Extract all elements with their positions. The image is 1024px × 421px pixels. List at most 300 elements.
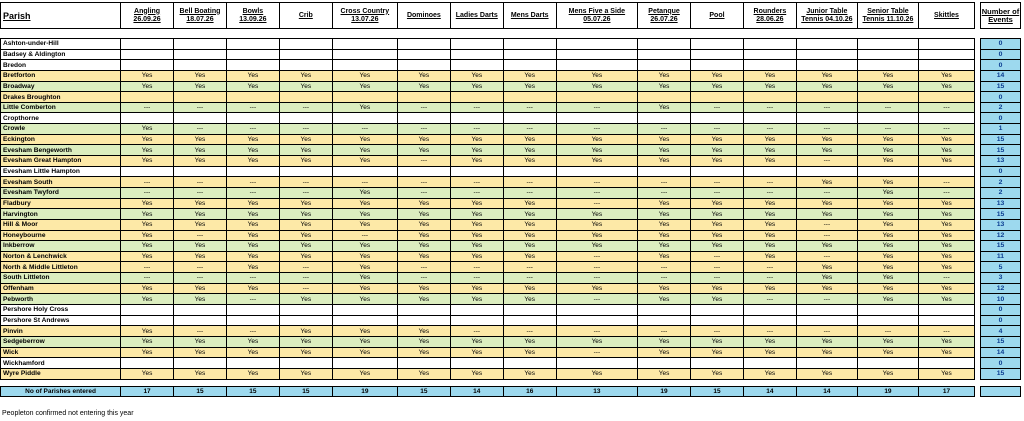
entry-cell[interactable] <box>503 39 556 50</box>
entry-cell[interactable]: Yes <box>918 156 974 167</box>
event-count-cell[interactable]: 3 <box>981 273 1021 284</box>
entry-cell[interactable] <box>796 92 857 103</box>
entry-cell[interactable] <box>918 305 974 316</box>
entry-cell[interactable]: Yes <box>691 209 744 220</box>
entry-cell[interactable]: Yes <box>503 283 556 294</box>
entry-cell[interactable]: Yes <box>503 347 556 358</box>
entry-cell[interactable]: Yes <box>503 209 556 220</box>
entry-cell[interactable]: --- <box>743 294 796 305</box>
entry-cell[interactable]: Yes <box>691 294 744 305</box>
entry-cell[interactable]: --- <box>450 102 503 113</box>
entry-cell[interactable]: Yes <box>691 134 744 145</box>
entry-cell[interactable]: --- <box>121 187 174 198</box>
entry-cell[interactable]: Yes <box>556 241 637 252</box>
entry-cell[interactable]: --- <box>174 102 227 113</box>
entry-cell[interactable]: Yes <box>174 219 227 230</box>
entry-cell[interactable]: Yes <box>743 368 796 379</box>
entry-cell[interactable]: Yes <box>503 294 556 305</box>
entry-cell[interactable] <box>918 358 974 369</box>
entry-cell[interactable] <box>503 49 556 60</box>
entry-cell[interactable]: --- <box>503 124 556 135</box>
entry-cell[interactable]: --- <box>503 273 556 284</box>
entry-cell[interactable]: Yes <box>918 198 974 209</box>
entry-cell[interactable]: Yes <box>918 368 974 379</box>
entry-cell[interactable]: Yes <box>332 368 397 379</box>
entry-cell[interactable]: Yes <box>796 368 857 379</box>
parish-name-cell[interactable]: Sedgeberrow <box>1 336 121 347</box>
entry-cell[interactable]: --- <box>450 273 503 284</box>
total-cell[interactable]: 16 <box>503 386 556 396</box>
entry-cell[interactable]: Yes <box>556 134 637 145</box>
entry-cell[interactable] <box>226 358 279 369</box>
entry-cell[interactable] <box>121 113 174 124</box>
entry-cell[interactable]: Yes <box>918 219 974 230</box>
entry-cell[interactable] <box>556 92 637 103</box>
column-header-parish[interactable]: Parish <box>1 3 121 29</box>
total-cell[interactable]: 19 <box>857 386 918 396</box>
entry-cell[interactable]: Yes <box>743 134 796 145</box>
entry-cell[interactable] <box>450 305 503 316</box>
entry-cell[interactable]: Yes <box>691 81 744 92</box>
entry-cell[interactable] <box>226 315 279 326</box>
entry-cell[interactable]: --- <box>397 156 450 167</box>
entry-cell[interactable]: Yes <box>279 368 332 379</box>
entry-cell[interactable]: Yes <box>918 262 974 273</box>
entry-cell[interactable]: Yes <box>503 219 556 230</box>
parish-name-cell[interactable]: Bretforton <box>1 70 121 81</box>
entry-cell[interactable]: Yes <box>174 347 227 358</box>
total-cell[interactable]: 14 <box>796 386 857 396</box>
entry-cell[interactable]: Yes <box>174 134 227 145</box>
entry-cell[interactable]: Yes <box>397 198 450 209</box>
entry-cell[interactable]: --- <box>226 187 279 198</box>
parish-name-cell[interactable]: Wickhamford <box>1 358 121 369</box>
event-count-cell[interactable]: 13 <box>981 156 1021 167</box>
entry-cell[interactable] <box>226 60 279 71</box>
entry-cell[interactable]: Yes <box>743 283 796 294</box>
parish-name-cell[interactable]: Honeybourne <box>1 230 121 241</box>
column-header-event[interactable] <box>638 3 691 29</box>
entry-cell[interactable] <box>796 315 857 326</box>
entry-cell[interactable]: Yes <box>556 219 637 230</box>
entry-cell[interactable]: Yes <box>450 251 503 262</box>
entry-cell[interactable]: --- <box>638 187 691 198</box>
entry-cell[interactable]: Yes <box>691 283 744 294</box>
entry-cell[interactable] <box>638 305 691 316</box>
entry-cell[interactable]: Yes <box>226 262 279 273</box>
total-cell-blank[interactable] <box>981 386 1021 396</box>
entry-cell[interactable] <box>691 113 744 124</box>
entry-cell[interactable]: Yes <box>226 156 279 167</box>
entry-cell[interactable]: Yes <box>121 209 174 220</box>
entry-cell[interactable]: Yes <box>174 251 227 262</box>
entry-cell[interactable] <box>450 358 503 369</box>
entry-cell[interactable] <box>918 113 974 124</box>
entry-cell[interactable]: --- <box>691 187 744 198</box>
entry-cell[interactable]: --- <box>796 230 857 241</box>
entry-cell[interactable]: Yes <box>450 336 503 347</box>
parish-name-cell[interactable]: Little Comberton <box>1 102 121 113</box>
entry-cell[interactable]: --- <box>121 102 174 113</box>
event-count-cell[interactable]: 10 <box>981 294 1021 305</box>
entry-cell[interactable] <box>279 166 332 177</box>
entry-cell[interactable]: Yes <box>556 209 637 220</box>
event-count-cell[interactable]: 2 <box>981 177 1021 188</box>
entry-cell[interactable] <box>796 358 857 369</box>
total-cell[interactable]: 15 <box>279 386 332 396</box>
entry-cell[interactable]: Yes <box>918 251 974 262</box>
entry-cell[interactable]: Yes <box>397 134 450 145</box>
entry-cell[interactable]: Yes <box>332 241 397 252</box>
entry-cell[interactable]: Yes <box>556 81 637 92</box>
entry-cell[interactable]: --- <box>174 230 227 241</box>
entry-cell[interactable] <box>450 49 503 60</box>
entry-cell[interactable]: Yes <box>279 241 332 252</box>
entry-cell[interactable]: Yes <box>857 283 918 294</box>
entry-cell[interactable]: Yes <box>796 198 857 209</box>
entry-cell[interactable] <box>226 92 279 103</box>
entry-cell[interactable] <box>397 358 450 369</box>
entry-cell[interactable] <box>226 166 279 177</box>
entry-cell[interactable]: Yes <box>121 241 174 252</box>
entry-cell[interactable]: Yes <box>397 209 450 220</box>
entry-cell[interactable]: Yes <box>450 294 503 305</box>
entry-cell[interactable]: --- <box>796 219 857 230</box>
entry-cell[interactable]: Yes <box>397 70 450 81</box>
entry-cell[interactable]: --- <box>556 187 637 198</box>
entry-cell[interactable]: Yes <box>691 70 744 81</box>
event-count-cell[interactable]: 14 <box>981 70 1021 81</box>
entry-cell[interactable]: Yes <box>743 230 796 241</box>
total-cell[interactable]: 15 <box>397 386 450 396</box>
entry-cell[interactable] <box>226 305 279 316</box>
entry-cell[interactable]: Yes <box>556 230 637 241</box>
parish-name-cell[interactable]: Evesham Little Hampton <box>1 166 121 177</box>
entry-cell[interactable]: Yes <box>397 251 450 262</box>
entry-cell[interactable] <box>556 60 637 71</box>
entry-cell[interactable]: --- <box>503 326 556 337</box>
event-count-cell[interactable]: 15 <box>981 241 1021 252</box>
entry-cell[interactable]: Yes <box>450 219 503 230</box>
entry-cell[interactable]: Yes <box>121 145 174 156</box>
entry-cell[interactable] <box>332 166 397 177</box>
entry-cell[interactable] <box>857 315 918 326</box>
entry-cell[interactable] <box>121 358 174 369</box>
entry-cell[interactable]: Yes <box>397 336 450 347</box>
entry-cell[interactable]: --- <box>918 326 974 337</box>
entry-cell[interactable]: Yes <box>226 336 279 347</box>
entry-cell[interactable]: Yes <box>279 156 332 167</box>
entry-cell[interactable]: Yes <box>857 273 918 284</box>
entry-cell[interactable]: Yes <box>279 230 332 241</box>
entry-cell[interactable]: Yes <box>397 230 450 241</box>
event-count-cell[interactable]: 15 <box>981 209 1021 220</box>
entry-cell[interactable] <box>450 113 503 124</box>
entry-cell[interactable]: --- <box>279 102 332 113</box>
entry-cell[interactable]: Yes <box>918 209 974 220</box>
entry-cell[interactable]: Yes <box>743 70 796 81</box>
entry-cell[interactable]: --- <box>226 124 279 135</box>
event-count-cell[interactable]: 13 <box>981 219 1021 230</box>
entry-cell[interactable]: --- <box>796 326 857 337</box>
entry-cell[interactable] <box>279 305 332 316</box>
entry-cell[interactable]: Yes <box>796 262 857 273</box>
entry-cell[interactable]: Yes <box>121 251 174 262</box>
column-header-event[interactable] <box>174 3 227 29</box>
entry-cell[interactable]: Yes <box>279 198 332 209</box>
event-count-cell[interactable]: 1 <box>981 124 1021 135</box>
entry-cell[interactable] <box>638 113 691 124</box>
entry-cell[interactable]: Yes <box>857 347 918 358</box>
entry-cell[interactable] <box>638 49 691 60</box>
entry-cell[interactable] <box>397 49 450 60</box>
entry-cell[interactable] <box>450 39 503 50</box>
entry-cell[interactable] <box>174 60 227 71</box>
entry-cell[interactable] <box>556 315 637 326</box>
entry-cell[interactable]: Yes <box>918 81 974 92</box>
entry-cell[interactable]: --- <box>332 124 397 135</box>
entry-cell[interactable]: Yes <box>332 145 397 156</box>
entry-cell[interactable]: Yes <box>174 198 227 209</box>
entry-cell[interactable]: Yes <box>691 230 744 241</box>
event-count-cell[interactable]: 12 <box>981 283 1021 294</box>
entry-cell[interactable]: Yes <box>857 241 918 252</box>
entry-cell[interactable] <box>121 166 174 177</box>
entry-cell[interactable]: Yes <box>332 102 397 113</box>
entry-cell[interactable]: Yes <box>503 145 556 156</box>
entry-cell[interactable] <box>857 305 918 316</box>
entry-cell[interactable]: Yes <box>121 198 174 209</box>
entry-cell[interactable]: Yes <box>279 294 332 305</box>
entry-cell[interactable] <box>332 113 397 124</box>
parish-name-cell[interactable]: North & Middle Littleton <box>1 262 121 273</box>
entry-cell[interactable] <box>503 60 556 71</box>
entry-cell[interactable]: Yes <box>857 219 918 230</box>
parish-name-cell[interactable]: Evesham Twyford <box>1 187 121 198</box>
entry-cell[interactable]: --- <box>743 124 796 135</box>
entry-cell[interactable]: --- <box>743 326 796 337</box>
entry-cell[interactable]: Yes <box>503 134 556 145</box>
event-count-cell[interactable]: 2 <box>981 187 1021 198</box>
event-count-cell[interactable]: 0 <box>981 92 1021 103</box>
entry-cell[interactable] <box>918 166 974 177</box>
entry-cell[interactable] <box>121 60 174 71</box>
entry-cell[interactable]: Yes <box>857 187 918 198</box>
entry-cell[interactable]: --- <box>918 124 974 135</box>
entry-cell[interactable]: Yes <box>691 145 744 156</box>
total-cell[interactable]: 15 <box>226 386 279 396</box>
event-count-cell[interactable]: 14 <box>981 347 1021 358</box>
entry-cell[interactable]: --- <box>796 102 857 113</box>
event-count-cell[interactable]: 15 <box>981 368 1021 379</box>
event-count-cell[interactable]: 12 <box>981 230 1021 241</box>
entry-cell[interactable]: Yes <box>638 219 691 230</box>
entry-cell[interactable]: --- <box>450 262 503 273</box>
entry-cell[interactable]: --- <box>857 124 918 135</box>
entry-cell[interactable]: Yes <box>556 70 637 81</box>
parish-name-cell[interactable]: Fladbury <box>1 198 121 209</box>
entry-cell[interactable] <box>691 39 744 50</box>
entry-cell[interactable] <box>450 92 503 103</box>
entry-cell[interactable]: Yes <box>796 177 857 188</box>
entry-cell[interactable]: Yes <box>918 70 974 81</box>
entry-cell[interactable]: Yes <box>918 145 974 156</box>
column-header-event[interactable] <box>450 3 503 29</box>
column-header-event[interactable] <box>857 3 918 29</box>
entry-cell[interactable] <box>503 92 556 103</box>
entry-cell[interactable]: Yes <box>743 156 796 167</box>
entry-cell[interactable]: Yes <box>796 336 857 347</box>
entry-cell[interactable]: --- <box>638 262 691 273</box>
event-count-cell[interactable]: 13 <box>981 198 1021 209</box>
entry-cell[interactable]: --- <box>796 187 857 198</box>
entry-cell[interactable]: Yes <box>691 336 744 347</box>
entry-cell[interactable]: --- <box>691 102 744 113</box>
entry-cell[interactable]: Yes <box>450 230 503 241</box>
entry-cell[interactable]: --- <box>503 187 556 198</box>
entry-cell[interactable]: --- <box>691 326 744 337</box>
entry-cell[interactable]: Yes <box>857 198 918 209</box>
column-header-event[interactable] <box>279 3 332 29</box>
entry-cell[interactable] <box>397 315 450 326</box>
entry-cell[interactable] <box>556 113 637 124</box>
entry-cell[interactable]: Yes <box>174 156 227 167</box>
entry-cell[interactable]: --- <box>397 177 450 188</box>
entry-cell[interactable]: Yes <box>121 70 174 81</box>
entry-cell[interactable]: --- <box>503 102 556 113</box>
parish-name-cell[interactable]: Pebworth <box>1 294 121 305</box>
entry-cell[interactable]: --- <box>397 187 450 198</box>
entry-cell[interactable]: Yes <box>638 145 691 156</box>
entry-cell[interactable] <box>743 92 796 103</box>
entry-cell[interactable]: Yes <box>857 134 918 145</box>
entry-cell[interactable]: --- <box>743 273 796 284</box>
entry-cell[interactable] <box>503 315 556 326</box>
entry-cell[interactable]: Yes <box>450 241 503 252</box>
entry-cell[interactable]: Yes <box>121 219 174 230</box>
entry-cell[interactable]: Yes <box>450 145 503 156</box>
entry-cell[interactable]: Yes <box>174 145 227 156</box>
parish-name-cell[interactable]: Drakes Broughton <box>1 92 121 103</box>
entry-cell[interactable]: Yes <box>397 294 450 305</box>
entry-cell[interactable] <box>332 60 397 71</box>
entry-cell[interactable]: Yes <box>503 198 556 209</box>
parish-name-cell[interactable]: Badsey & Aldington <box>1 49 121 60</box>
entry-cell[interactable] <box>450 166 503 177</box>
entry-cell[interactable]: Yes <box>332 262 397 273</box>
entry-cell[interactable]: --- <box>397 102 450 113</box>
entry-cell[interactable] <box>332 92 397 103</box>
entry-cell[interactable]: --- <box>918 102 974 113</box>
parish-name-cell[interactable]: Wick <box>1 347 121 358</box>
entry-cell[interactable] <box>857 39 918 50</box>
entry-cell[interactable]: Yes <box>332 251 397 262</box>
entry-cell[interactable]: --- <box>174 326 227 337</box>
entry-cell[interactable]: Yes <box>174 368 227 379</box>
entry-cell[interactable]: Yes <box>226 70 279 81</box>
entry-cell[interactable] <box>743 305 796 316</box>
entry-cell[interactable] <box>796 49 857 60</box>
entry-cell[interactable] <box>691 358 744 369</box>
entry-cell[interactable]: Yes <box>857 251 918 262</box>
event-count-cell[interactable]: 2 <box>981 102 1021 113</box>
entry-cell[interactable] <box>857 113 918 124</box>
entry-cell[interactable]: Yes <box>226 198 279 209</box>
entry-cell[interactable]: --- <box>638 326 691 337</box>
entry-cell[interactable]: Yes <box>638 368 691 379</box>
entry-cell[interactable]: --- <box>226 273 279 284</box>
entry-cell[interactable]: Yes <box>121 347 174 358</box>
entry-cell[interactable]: Yes <box>503 156 556 167</box>
entry-cell[interactable]: Yes <box>556 283 637 294</box>
entry-cell[interactable] <box>279 92 332 103</box>
entry-cell[interactable] <box>638 358 691 369</box>
entry-cell[interactable]: Yes <box>638 209 691 220</box>
entry-cell[interactable]: Yes <box>226 219 279 230</box>
entry-cell[interactable]: Yes <box>121 81 174 92</box>
entry-cell[interactable]: --- <box>796 156 857 167</box>
entry-cell[interactable] <box>332 358 397 369</box>
event-count-cell[interactable]: 15 <box>981 336 1021 347</box>
entry-cell[interactable]: Yes <box>397 347 450 358</box>
entry-cell[interactable]: Yes <box>691 156 744 167</box>
parish-name-cell[interactable]: Norton & Lenchwick <box>1 251 121 262</box>
entry-cell[interactable] <box>918 49 974 60</box>
entry-cell[interactable] <box>174 49 227 60</box>
entry-cell[interactable]: Yes <box>857 177 918 188</box>
entry-cell[interactable]: --- <box>226 102 279 113</box>
entry-cell[interactable]: --- <box>556 262 637 273</box>
event-count-cell[interactable]: 0 <box>981 113 1021 124</box>
entry-cell[interactable]: --- <box>743 177 796 188</box>
entry-cell[interactable] <box>638 92 691 103</box>
parish-name-cell[interactable]: Inkberrow <box>1 241 121 252</box>
entry-cell[interactable] <box>174 166 227 177</box>
entry-cell[interactable] <box>174 358 227 369</box>
entry-cell[interactable]: --- <box>174 262 227 273</box>
entry-cell[interactable] <box>691 305 744 316</box>
entry-cell[interactable]: --- <box>556 124 637 135</box>
entry-cell[interactable]: Yes <box>638 70 691 81</box>
entry-cell[interactable]: Yes <box>743 336 796 347</box>
entry-cell[interactable] <box>397 39 450 50</box>
entry-cell[interactable]: --- <box>556 102 637 113</box>
column-header-event[interactable] <box>503 3 556 29</box>
entry-cell[interactable]: Yes <box>450 156 503 167</box>
entry-cell[interactable]: Yes <box>857 145 918 156</box>
entry-cell[interactable]: Yes <box>397 283 450 294</box>
column-header-event[interactable] <box>332 3 397 29</box>
entry-cell[interactable] <box>796 39 857 50</box>
entry-cell[interactable] <box>174 92 227 103</box>
entry-cell[interactable]: Yes <box>226 368 279 379</box>
entry-cell[interactable]: Yes <box>638 294 691 305</box>
entry-cell[interactable] <box>918 92 974 103</box>
entry-cell[interactable] <box>503 113 556 124</box>
entry-cell[interactable]: --- <box>796 251 857 262</box>
entry-cell[interactable]: Yes <box>503 368 556 379</box>
entry-cell[interactable]: Yes <box>796 283 857 294</box>
entry-cell[interactable]: Yes <box>638 198 691 209</box>
entry-cell[interactable]: Yes <box>397 81 450 92</box>
entry-cell[interactable]: Yes <box>857 368 918 379</box>
entry-cell[interactable] <box>691 49 744 60</box>
entry-cell[interactable] <box>638 60 691 71</box>
entry-cell[interactable]: --- <box>556 294 637 305</box>
entry-cell[interactable] <box>638 166 691 177</box>
entry-cell[interactable]: Yes <box>121 368 174 379</box>
entry-cell[interactable]: Yes <box>226 251 279 262</box>
